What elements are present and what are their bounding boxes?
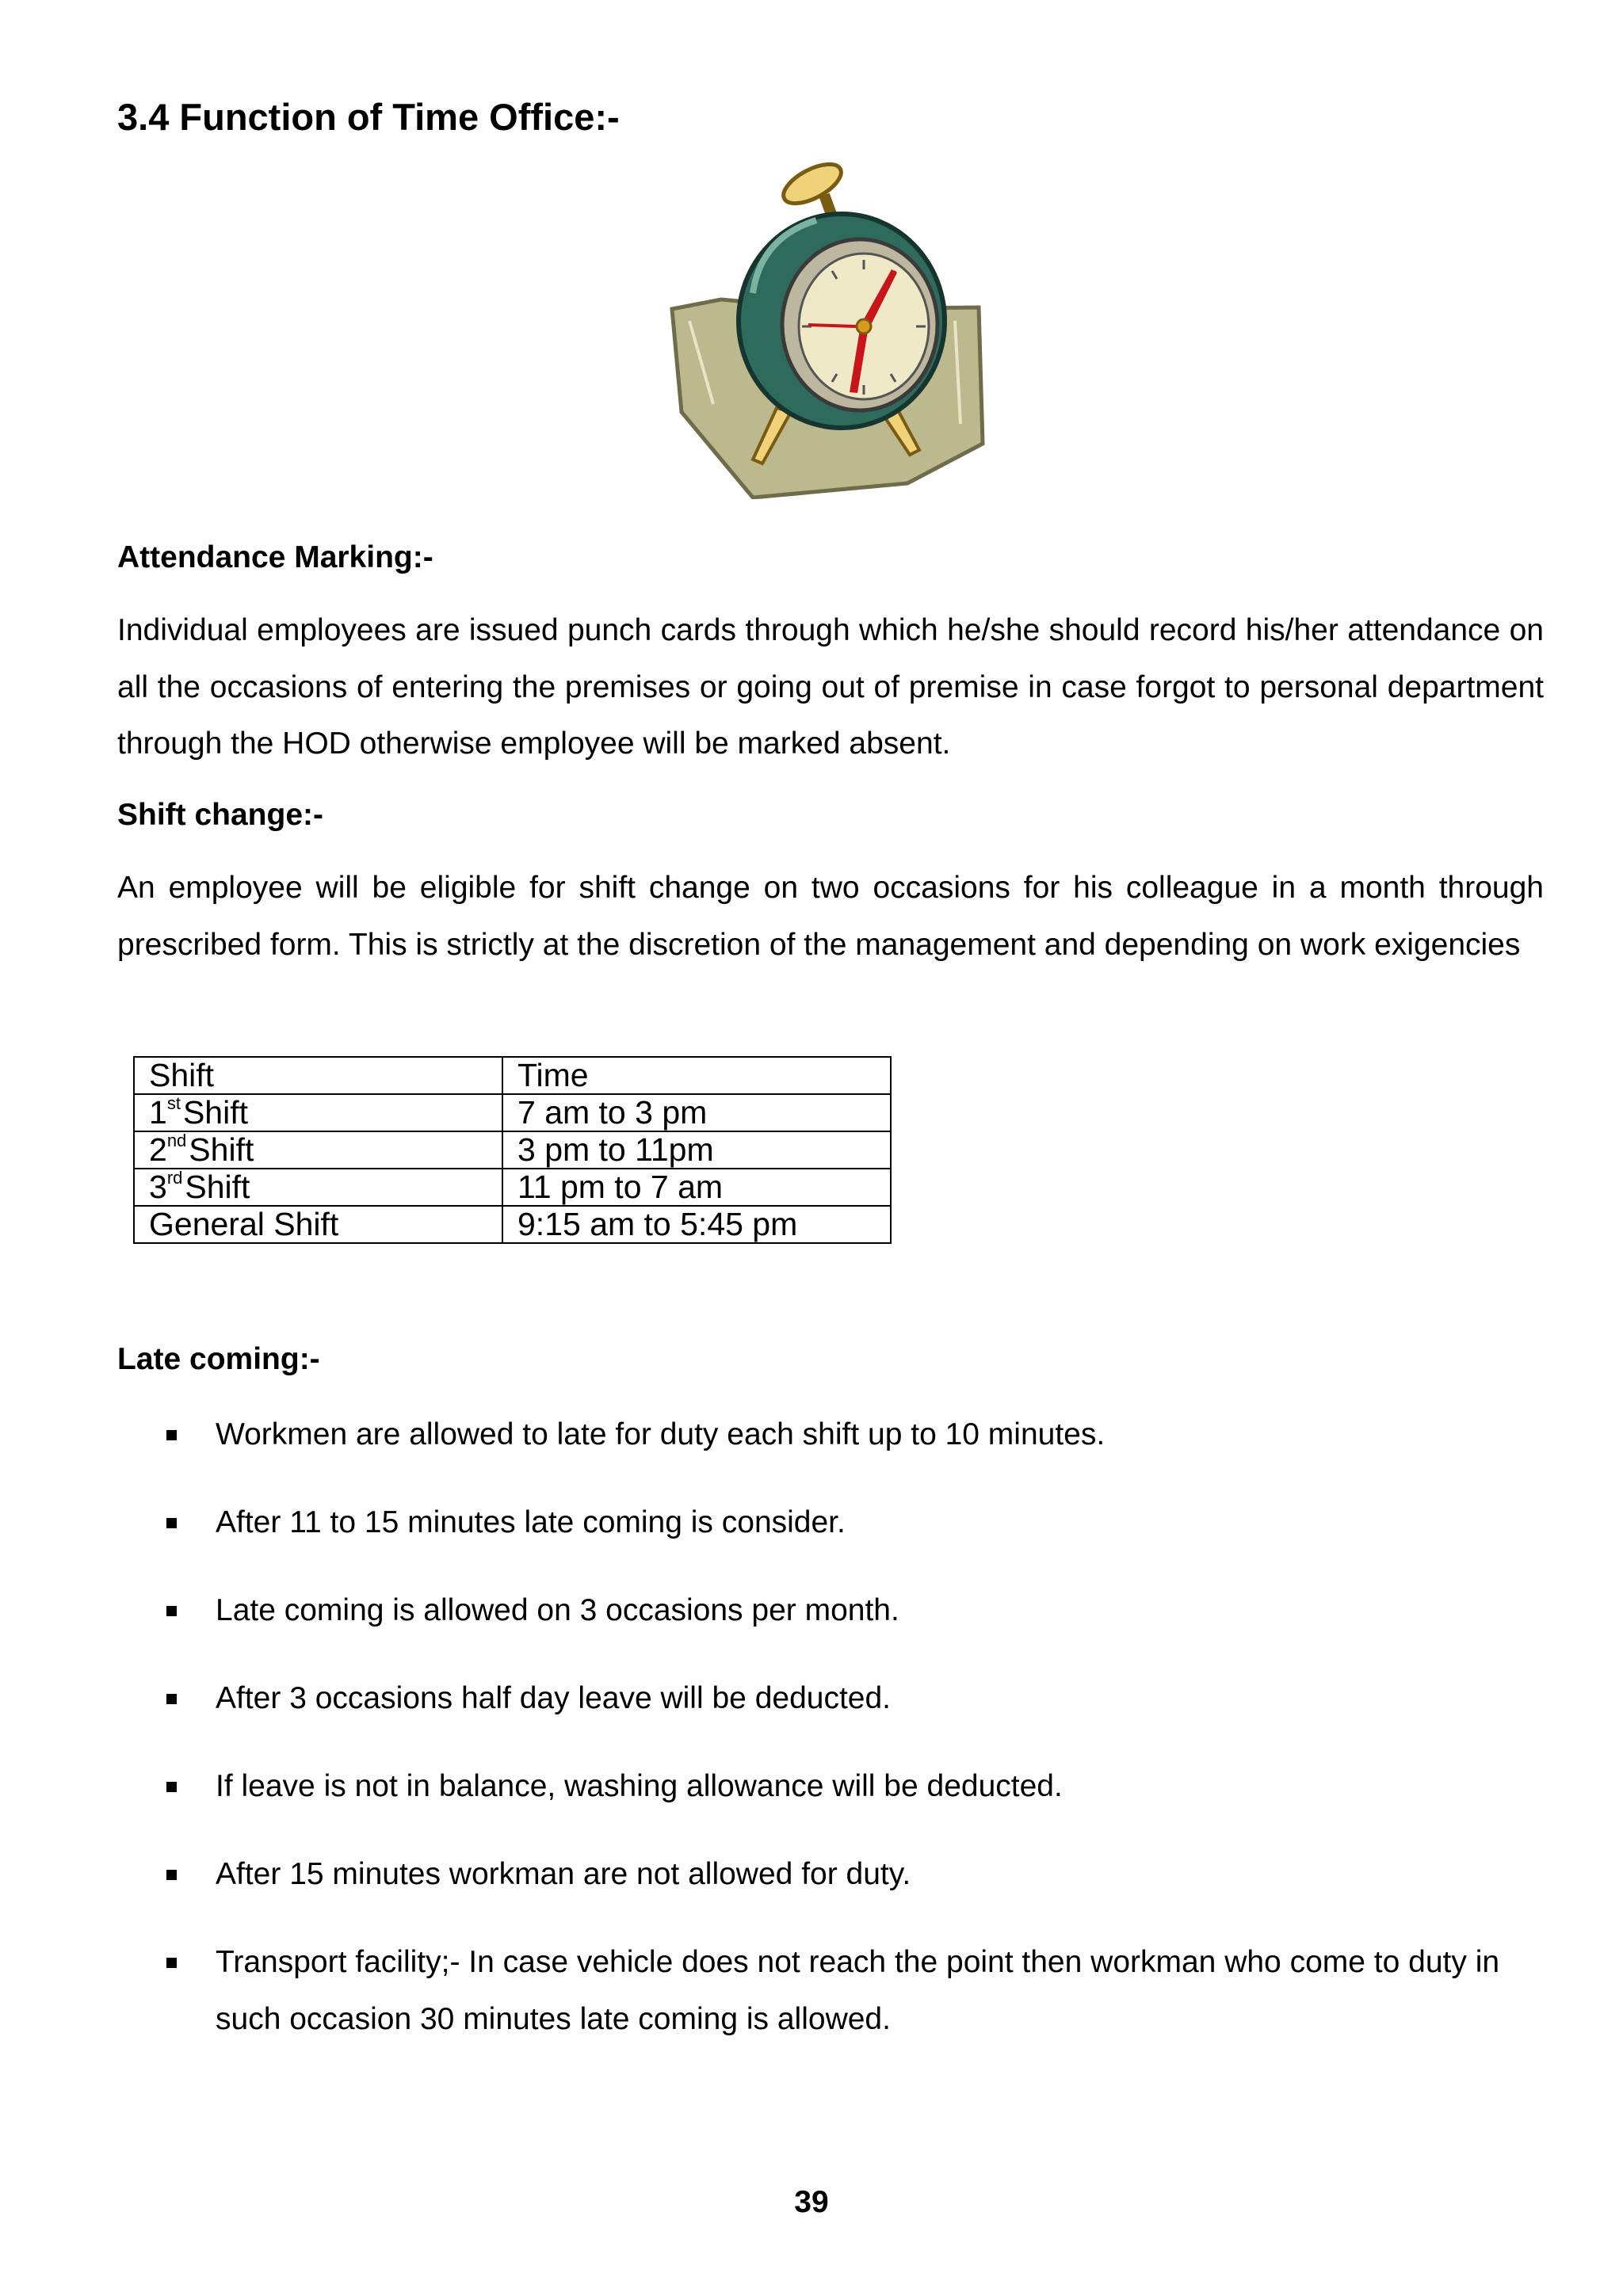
shift-name-cell: General Shift [134, 1206, 502, 1243]
shift-time-cell: 3 pm to 11pm [502, 1131, 891, 1169]
attendance-paragraph: Individual employees are issued punch cards through which he/she should record his/her attendance on all the occasions of entering the premises or going out of premise in case forgot to personal department through the HOD otherwise employee will be marked absent. [117, 613, 1544, 761]
shift-time-cell: 11 pm to 7 am [502, 1169, 891, 1206]
section-heading: 3.4 Function of Time Office:- [117, 96, 620, 138]
alarm-clock-icon [666, 151, 991, 499]
square-bullet-icon [166, 1958, 177, 1968]
table-row [134, 1169, 891, 1206]
square-bullet-icon [166, 1606, 177, 1616]
table-row [134, 1206, 891, 1243]
table-header-shift: Shift [134, 1057, 502, 1094]
shift-name-cell: 2ndShift [134, 1131, 502, 1169]
square-bullet-icon [166, 1518, 177, 1528]
shift-change-heading: Shift change:- [117, 798, 323, 832]
page-number: 39 [794, 2185, 829, 2219]
table-row [134, 1094, 891, 1131]
square-bullet-icon [166, 1430, 177, 1440]
table-header-time: Time [502, 1057, 891, 1094]
table-header-row [134, 1057, 891, 1094]
square-bullet-icon [166, 1870, 177, 1880]
shift-table [133, 1056, 892, 1244]
table-row [134, 1131, 891, 1169]
attendance-heading: Attendance Marking:- [117, 540, 433, 574]
shift-name-cell: 3rdShift [134, 1169, 502, 1206]
square-bullet-icon [166, 1694, 177, 1704]
late-coming-heading: Late coming:- [117, 1342, 320, 1376]
shift-name-cell: 1stShift [134, 1094, 502, 1131]
shift-change-paragraph: An employee will be eligible for shift change on two occasions for his colleague in a month through prescribed form. This is strictly at the discretion of the management and depending on work exigencies [117, 871, 1544, 962]
square-bullet-icon [166, 1782, 177, 1792]
shift-time-cell: 7 am to 3 pm [502, 1094, 891, 1131]
document-page: 3.4 Function of Time Office:- Attendance Marking:- Individual employees are issued punch cards through which he/she should record his/her attendance on all the occasions of entering the premises or going out of premise in case forgot to personal department through the HOD otherwise employee will be marked absent. Shift change:- An employee will be eligible for shift change on two occasions for his colleague in a month through prescribed form. This is strictly at the discretion of the management and depending on work exigencies Shift Time 1stShift 7 am to 3 pm 2ndShift 3 pm to 11pm 3rdShift 11 pm to 7 am General Shift 9:15 am to 5:45 pm Late coming:- Workmen are allowed to late for duty each shift up to 10 minutes. After 11 to 15 minutes late coming is consider. Late coming is allowed on 3 occasions per month. After 3 occasions half day leave will be deducted. If leave is not in balance, washing allowance will be deducted. After 15 minutes workman are not allowed for duty. Transport facility;- In case vehicle does not reach the point then workman who come to duty in such occasion 30 minutes late coming is allowed. 39 [0, 0, 1623, 2296]
shift-time-cell: 9:15 am to 5:45 pm [502, 1206, 891, 1243]
